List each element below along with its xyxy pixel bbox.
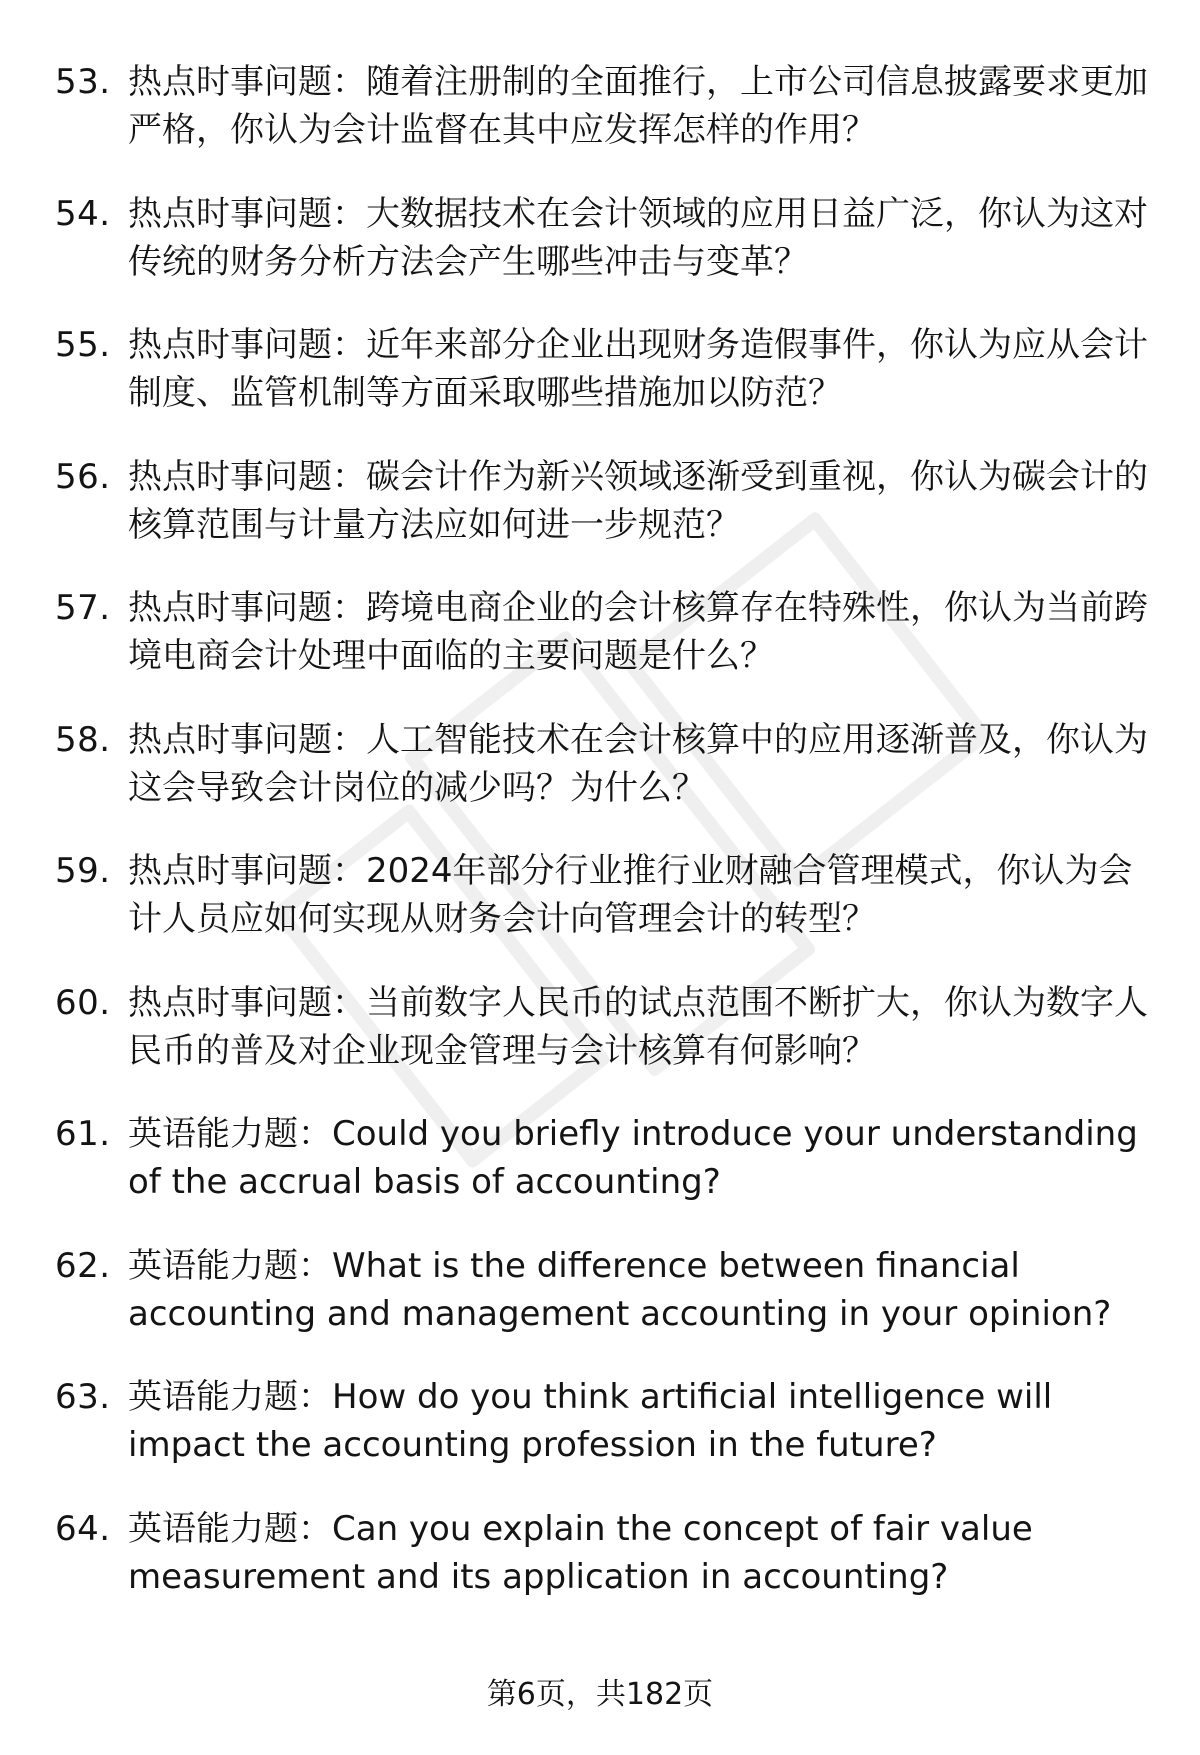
- question-item: [0, 190, 1200, 322]
- question-item: [0, 1110, 1200, 1242]
- question-text: 英语能力题：What is the difference between financial accounting and management accounting in your opinion?: [128, 1245, 1112, 1334]
- question-number: 54.: [55, 193, 111, 234]
- question-text: 热点时事问题：跨境电商企业的会计核算存在特殊性，你认为当前跨境电商会计处理中面临的主要问题是什么？: [128, 588, 1148, 676]
- question-item: [0, 453, 1200, 585]
- question-number: 58.: [55, 719, 111, 760]
- question-text: 热点时事问题：人工智能技术在会计核算中的应用逐渐普及，你认为这会导致会计岗位的减少吗？为什么？: [128, 719, 1148, 808]
- question-number: 55.: [55, 325, 111, 365]
- question-number: 64.: [55, 1508, 111, 1549]
- question-item: [0, 58, 1200, 190]
- question-text: 英语能力题：Can you explain the concept of fair value measurement and its application in accounting?: [128, 1508, 1033, 1597]
- question-text: 热点时事问题：近年来部分企业出现财务造假事件，你认为应从会计制度、监管机制等方面采取哪些措施加以防范？: [128, 325, 1148, 413]
- question-number: 62.: [55, 1245, 111, 1286]
- question-text: 热点时事问题：大数据技术在会计领域的应用日益广泛，你认为这对传统的财务分析方法会产生哪些冲击与变革？: [128, 193, 1148, 282]
- question-text: 热点时事问题：2024年部分行业推行业财融合管理模式，你认为会计人员应如何实现从财务会计向管理会计的转型？: [128, 851, 1133, 939]
- question-number: 56.: [55, 456, 111, 497]
- question-number: 57.: [55, 588, 111, 628]
- question-item: [0, 1242, 1200, 1374]
- question-text: 热点时事问题：当前数字人民币的试点范围不断扩大，你认为数字人民币的普及对企业现金管理与会计核算有何影响？: [128, 982, 1148, 1071]
- question-number: 59.: [55, 851, 111, 891]
- question-item: [0, 584, 1200, 716]
- question-text: 英语能力题：Could you briefly introduce your understanding of the accrual basis of accounting?: [128, 1114, 1138, 1202]
- question-number: 61.: [55, 1114, 111, 1154]
- question-item: [0, 321, 1200, 453]
- question-text: 英语能力题：How do you think artificial intelligence will impact the accounting profession in the future?: [128, 1377, 1053, 1465]
- question-item: [0, 1373, 1200, 1505]
- question-number: 53.: [55, 62, 111, 102]
- page-footer: 第6页，共182页: [486, 1677, 714, 1712]
- question-text: 热点时事问题：随着注册制的全面推行，上市公司信息披露要求更加严格，你认为会计监督在其中应发挥怎样的作用？: [128, 62, 1148, 150]
- question-item: [0, 716, 1200, 848]
- question-number: 60.: [55, 982, 111, 1023]
- question-item: [0, 1505, 1200, 1637]
- question-text: 热点时事问题：碳会计作为新兴领域逐渐受到重视，你认为碳会计的核算范围与计量方法应如何进一步规范？: [128, 456, 1148, 545]
- question-item: [0, 847, 1200, 979]
- question-item: [0, 979, 1200, 1111]
- question-number: 63.: [55, 1377, 111, 1417]
- question-list: [0, 58, 1200, 1636]
